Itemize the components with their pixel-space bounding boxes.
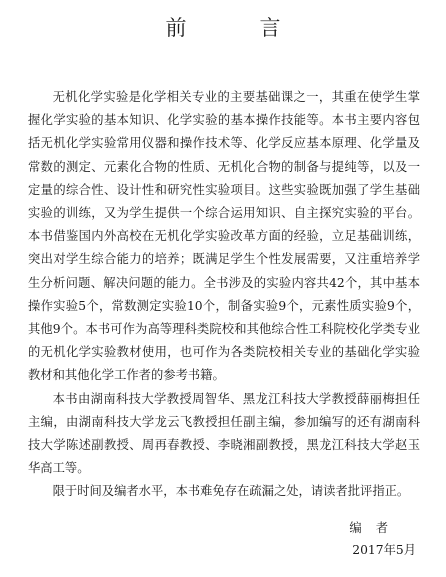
editor-signature: 编者: [349, 521, 402, 535]
signature-block: [349, 517, 416, 561]
paragraph-authors: 本书由湖南科技大学教授周智华、黑龙江科技大学教授薛丽梅担任主编，由湖南科技大学龙云飞教授担任副主编，参加编写的还有湖南科技大学陈述副教授、周再春教授、李晓湘副教授，黑龙江科技大学赵玉华高工等。: [28, 391, 420, 476]
paragraph-closing: 限于时间及编者水平，本书难免存在疏漏之处，请读者批评指正。: [52, 484, 410, 499]
signature-date: 2017年5月: [352, 543, 416, 557]
page-title: 前 言: [165, 16, 307, 40]
preface-body: [28, 86, 420, 504]
paragraph-intro: 无机化学实验是化学相关专业的主要基础课之一，其重在使学生掌握化学实验的基本知识、化学实验的基本操作技能等。本书主要内容包括无机化学实验常用仪器和操作技术等、化学反应基本原理、化学量及常数的测定、元素化合物的性质、无机化合物的制备与提纯等，以及一定量的综合性、设计性和研究性实验项目。这些实验既加强了学生基础实验的训练，又为学生提供一个综合运用知识、自主探究实验的平台。本书借鉴国内外高校在无机化学实验改革方面的经验，立足基础训练，突出对学生综合能力的培养；既满足学生个性发展需要，又注重培养学生分析问题、解决问题的能力。全书涉及的实验内容共42个，其中基本操作实验5个，常数测定实验10个，制备实验9个，元素性质实验9个，其他9个。本书可作为高等理科类院校和其他综合性工科院校化学类专业的无机化学实验教材使用，也可作为各类院校相关专业的基础化学实验教材和其他化学工作者的参考书籍。: [28, 90, 420, 383]
